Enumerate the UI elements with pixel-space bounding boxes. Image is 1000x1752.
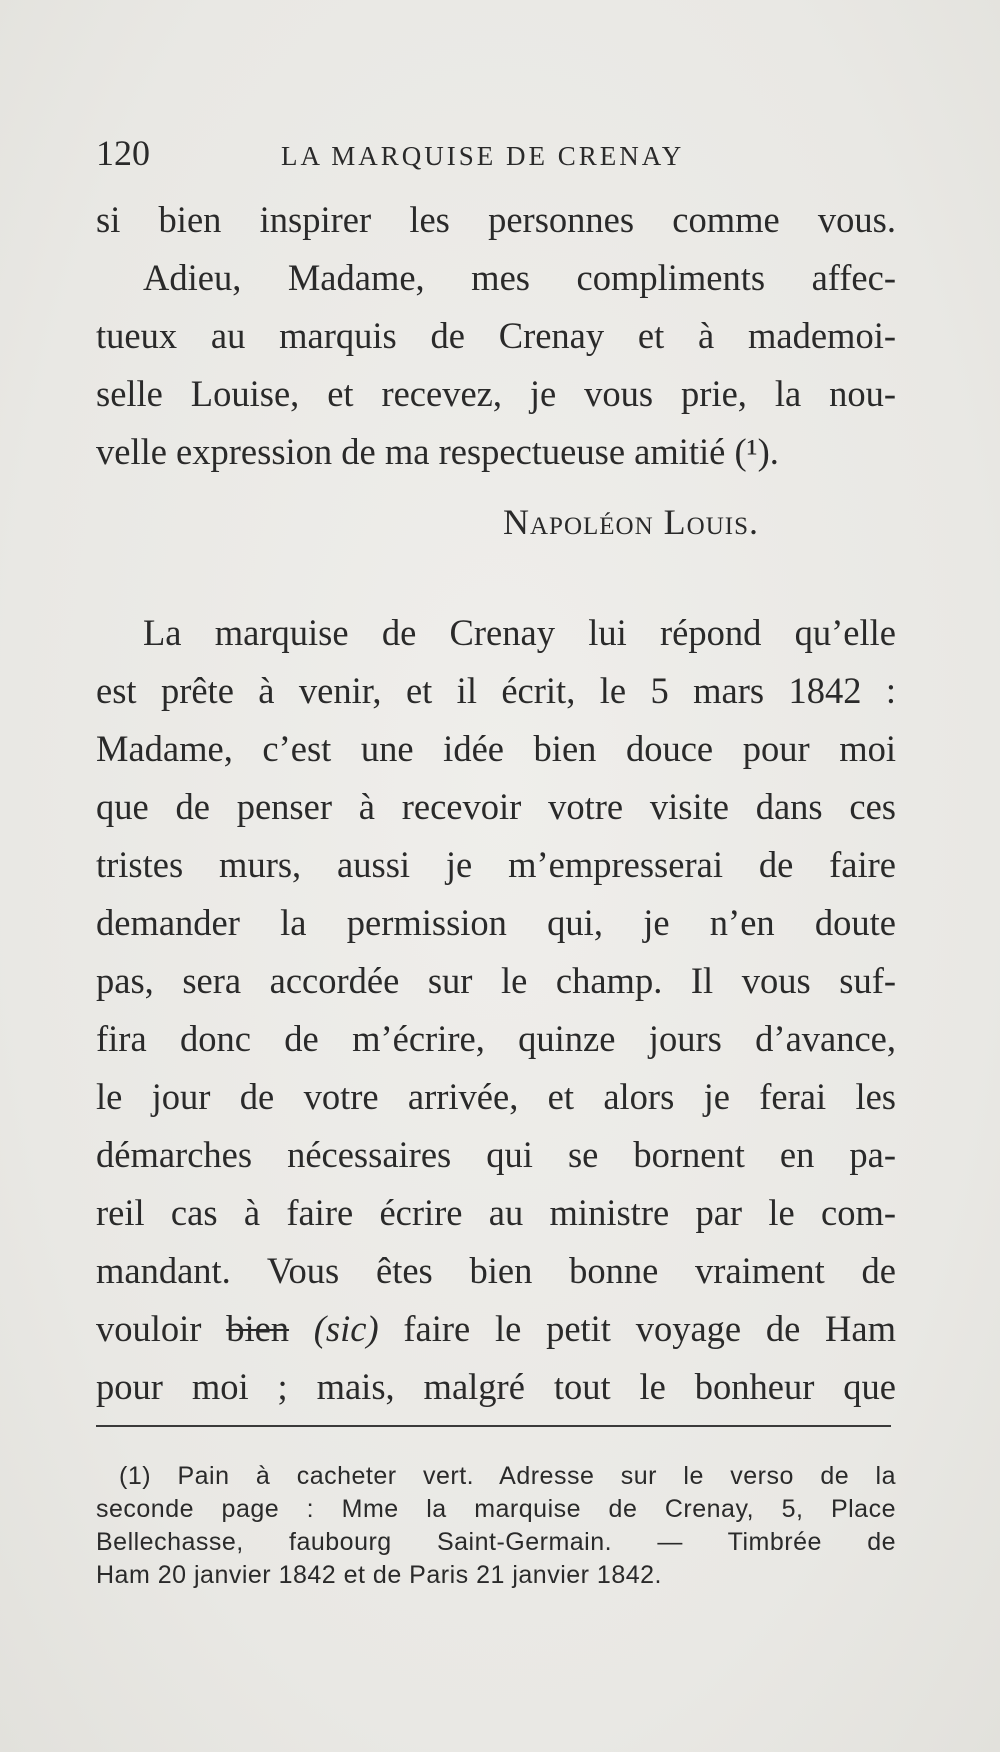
text-line: pour moi ; mais, malgré tout le bonheur que [96, 1366, 896, 1407]
text-line: démarches nécessaires qui se bornent en pa- [96, 1134, 896, 1175]
text-line: tristes murs, aussi je m’empresserai de faire [96, 844, 896, 885]
page-number: 120 [96, 133, 150, 173]
narrative-paragraph [96, 604, 896, 1416]
text-line: selle Louise, et recevez, je vous prie, la nou- [96, 373, 896, 414]
footnote-divider [96, 1425, 891, 1427]
text-line: reil cas à faire écrire au ministre par le com- [96, 1192, 896, 1233]
letter-closing [96, 191, 896, 481]
sic-annotation: (sic) [313, 1308, 379, 1349]
footnote-line: (1) Pain à cacheter vert. Adresse sur le verso de la [119, 1462, 896, 1490]
text-line: Adieu, Madame, mes compliments affec- [143, 257, 896, 298]
text-line: Madame, c’est une idée bien douce pour moi [96, 728, 896, 769]
text-fragment: faire le petit voyage de Ham [378, 1308, 896, 1349]
text-line: est prête à venir, et il écrit, le 5 mars 1842 : [96, 670, 896, 711]
text-line: velle expression de ma respectueuse amitié (¹). [96, 431, 779, 472]
signature: Napoléon Louis. [503, 502, 759, 542]
text-line: mandant. Vous êtes bien bonne vraiment de [96, 1250, 896, 1291]
footnote-line: Bellechasse, faubourg Saint-Germain. — Timbrée de [96, 1528, 896, 1556]
text-line: que de penser à recevoir votre visite dans ces [96, 786, 896, 827]
text-line: fira donc de m’écrire, quinze jours d’avance, [96, 1018, 896, 1059]
text-line: le jour de votre arrivée, et alors je ferai les [96, 1076, 896, 1117]
text-line: La marquise de Crenay lui répond qu’elle [143, 612, 896, 653]
text-line: demander la permission qui, je n’en doute [96, 902, 896, 943]
footnote [96, 1460, 896, 1592]
text-fragment: vouloir [96, 1308, 227, 1349]
running-head: LA MARQUISE DE CRENAY [281, 141, 685, 171]
footnote-line: Ham 20 janvier 1842 et de Paris 21 janvier 1842. [96, 1561, 662, 1589]
text-line-with-strikeout [96, 1300, 896, 1358]
struck-word: bien [226, 1308, 290, 1349]
text-line: si bien inspirer les personnes comme vous. [96, 199, 896, 240]
text-line: tueux au marquis de Crenay et à mademoi- [96, 315, 896, 356]
footnote-line: seconde page : Mme la marquise de Crenay, 5, Place [96, 1495, 896, 1523]
page-header [96, 128, 896, 178]
text-line: pas, sera accordée sur le champ. Il vous suf- [96, 960, 896, 1001]
